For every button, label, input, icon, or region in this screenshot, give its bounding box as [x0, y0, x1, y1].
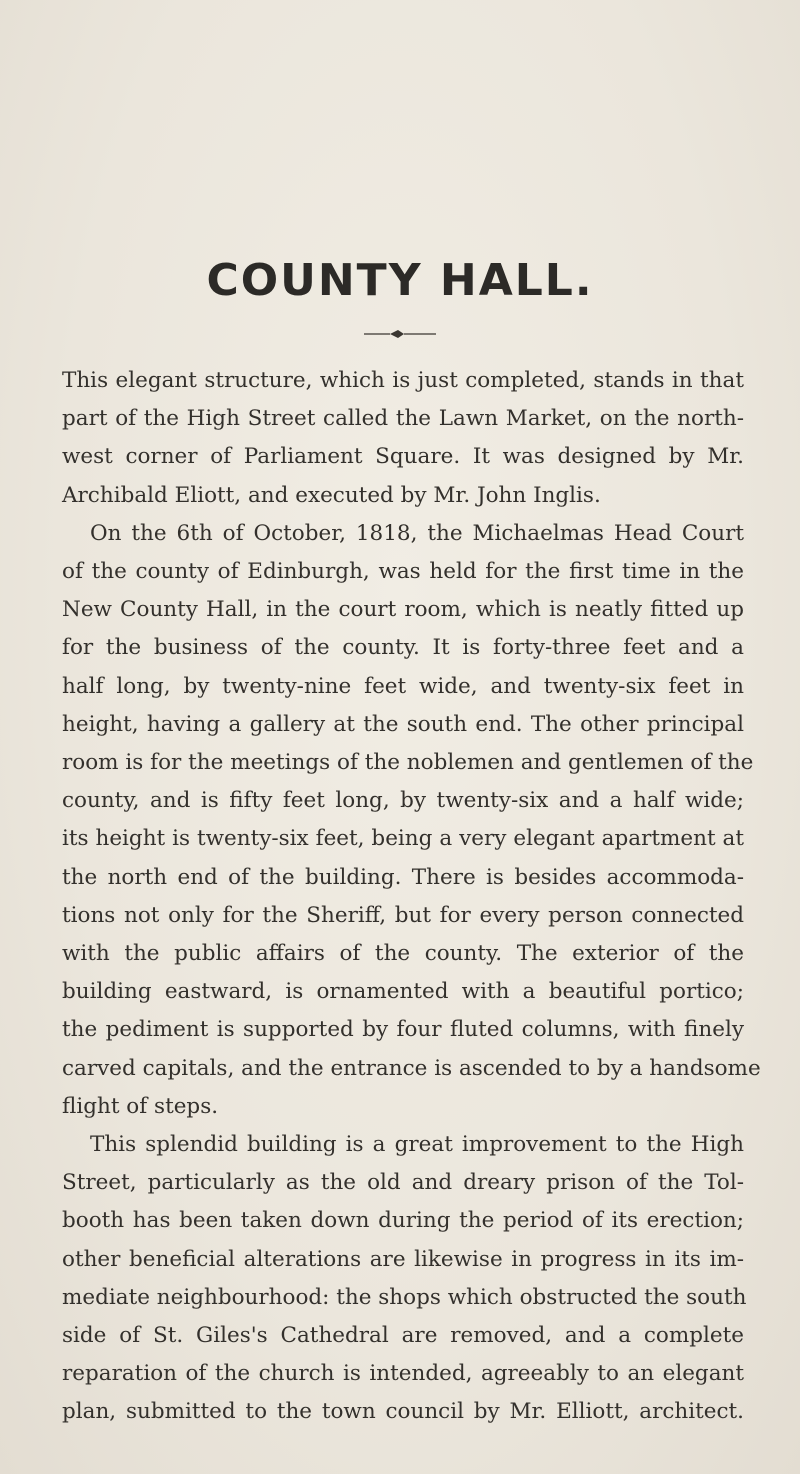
paragraph-1	[62, 362, 744, 515]
text-line: side of St. Giles's Cathedral are removed, and a complete	[62, 1323, 744, 1349]
text-line: for the business of the county. It is forty-three feet and a	[62, 635, 744, 661]
text-line: This splendid building is a great improvement to the High	[90, 1132, 744, 1158]
text-line: Archibald Eliott, and executed by Mr. John Inglis.	[62, 482, 601, 508]
text-line: the north end of the building. There is besides accommoda-	[62, 864, 744, 890]
text-line: This elegant structure, which is just completed, stands in that	[62, 368, 744, 393]
text-line: New County Hall, in the court room, which is neatly fitted up	[62, 597, 744, 623]
text-line: the pediment is supported by four fluted columns, with finely	[62, 1017, 744, 1043]
text-line: reparation of the church is intended, agreeably to an elegant	[62, 1361, 744, 1387]
text-line: tions not only for the Sheriff, but for every person connected	[62, 902, 744, 928]
text-line: mediate neighbourhood: the shops which obstructed the south	[62, 1284, 747, 1310]
paragraph-3	[62, 1126, 747, 1432]
text-line: other beneficial alterations are likewise in progress in its im-	[62, 1246, 744, 1272]
text-line: room is for the meetings of the noblemen and gentlemen of the	[62, 750, 754, 776]
text-line: Street, particularly as the old and dreary prison of the Tol-	[62, 1170, 744, 1196]
text-line: its height is twenty-six feet, being a very elegant apartment at	[62, 826, 744, 852]
text-line: half long, by twenty-nine feet wide, and twenty-six feet in	[62, 673, 744, 699]
text-line: county, and is fifty feet long, by twenty-six and a half wide;	[62, 788, 744, 814]
decorative-rule-icon	[360, 328, 440, 340]
text-line: flight of steps.	[62, 1093, 219, 1119]
text-line: with the public affairs of the county. The exterior of the	[62, 941, 744, 967]
text-line: height, having a gallery at the south end. The other principal	[62, 711, 744, 737]
text-line: On the 6th of October, 1818, the Michaelmas Head Court	[90, 520, 744, 546]
text-line: building eastward, is ornamented with a beautiful portico;	[62, 979, 744, 1005]
text-line: booth has been taken down during the period of its erection;	[62, 1208, 744, 1234]
text-line: of the county of Edinburgh, was held for the first time in the	[62, 559, 744, 585]
paragraph-2	[62, 515, 761, 1126]
page-title: COUNTY HALL.	[206, 255, 594, 306]
body-text	[62, 362, 761, 1432]
text-line: plan, submitted to the town council by Mr. Elliott, architect.	[62, 1399, 744, 1425]
text-line: part of the High Street called the Lawn Market, on the north-	[62, 406, 744, 432]
text-line: carved capitals, and the entrance is ascended to by a handsome	[62, 1055, 761, 1081]
text-line: west corner of Parliament Square. It was designed by Mr.	[62, 444, 744, 470]
